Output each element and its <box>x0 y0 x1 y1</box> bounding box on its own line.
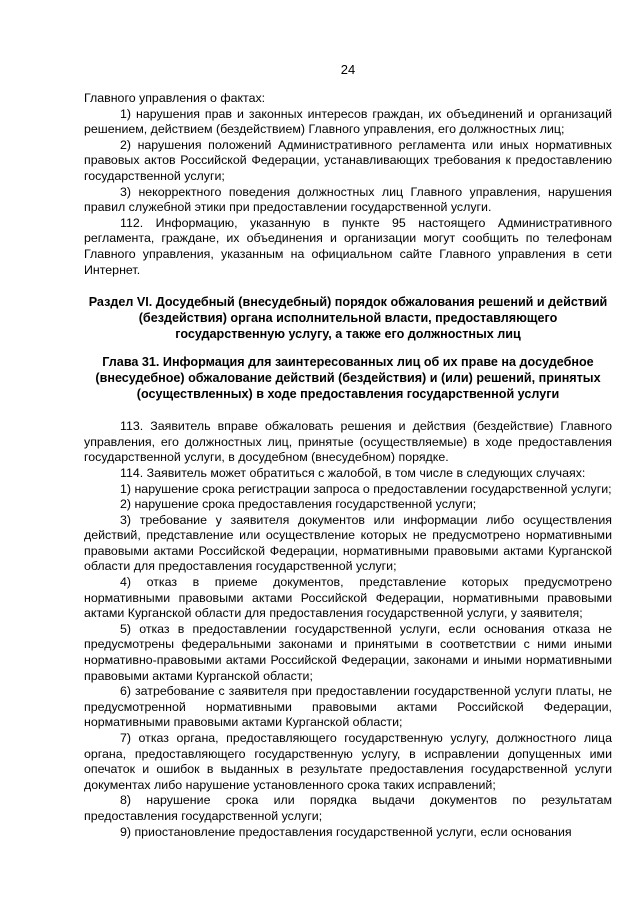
list-item: 9) приостановление предоставления государственной услуги, если основания <box>120 824 572 839</box>
page-number: 24 <box>340 62 356 77</box>
paragraph: 114. Заявитель может обратиться с жалобой, в том числе в следующих случаях: <box>120 465 586 480</box>
paragraph: 2) нарушения положений Административного регламента или иных нормативных правовых актов Российской Федерации, устанавливающих требования к предоставлению государственной услуги; <box>84 137 612 183</box>
list-item: 6) затребование с заявителя при предоставлении государственной услуги платы, не предусмотренной нормативными правовыми актами Российской Федерации, нормативными правовыми актами Курганской области; <box>84 684 612 730</box>
list-item: 4) отказ в приеме документов, представление которых предусмотрено нормативными правовыми актами Российской Федерации, нормативными правовыми актами Курганской области для предоставления государственной услуги, у заявителя; <box>84 575 612 621</box>
chapter-heading: Глава 31. Информация для заинтересованных лиц об их праве на досудебное (внесудебное) обжалование действий (бездействия) и (или) решений, принятых (осуществленных) в ходе предоставления государственной услуги <box>95 355 601 402</box>
list-item: 2) нарушение срока предоставления государственной услуги; <box>120 497 477 512</box>
section-heading: Раздел VI. Досудебный (внесудебный) порядок обжалования решений и действий (бездействия) органа исполнительной власти, предоставляющего государственную услугу, а также его должностных лиц <box>88 295 608 342</box>
paragraph: 1) нарушения прав и законных интересов граждан, их объединений и организаций решением, действием (бездействием) Главного управления, его должностных лиц; <box>84 106 612 137</box>
list-item: 1) нарушение срока регистрации запроса о предоставлении государственной услуги; <box>120 481 612 496</box>
paragraph: 112. Информацию, указанную в пункте 95 настоящего Административного регламента, граждане, их объединения и организации могут сообщить по телефонам Главного управления, указанным на официальном сайте Главного управления в сети Интернет. <box>84 215 612 277</box>
list-item: 7) отказ органа, предоставляющего государственную услугу, должностного лица органа, предоставляющего государственную услугу, в исправлении допущенных ими опечаток и ошибок в выданных в результате предоставления государственной услуги документах либо нарушение установленного срока таких исправлений; <box>84 731 612 792</box>
paragraph: Главного управления о фактах: <box>84 91 266 105</box>
paragraph: 113. Заявитель вправе обжаловать решения и действия (бездействие) Главного управления, его должностных лиц, принятые (осуществляемые) в ходе предоставления государственной услуги, в досудебном (внесудебном) порядке. <box>84 419 612 465</box>
paragraph: 3) некорректного поведения должностных лиц Главного управления, нарушения правил служебной этики при предоставлении государственной услуги. <box>84 184 612 215</box>
list-item: 3) требование у заявителя документов или информации либо осуществления действий, представление или осуществление которых не предусмотрено нормативными правовыми актами Российской Федерации, нормативными правовыми актами Курганской области для предоставления государственной услуги; <box>84 512 612 574</box>
list-item: 8) нарушение срока или порядка выдачи документов по результатам предоставления государственной услуги; <box>84 793 612 823</box>
list-item: 5) отказ в предоставлении государственной услуги, если основания отказа не предусмотрены федеральными законами и принятыми в соответствии с ними иными нормативно-правовыми актами Российской Федерации, законами и иными нормативными правовыми актами Курганской области; <box>84 621 612 683</box>
